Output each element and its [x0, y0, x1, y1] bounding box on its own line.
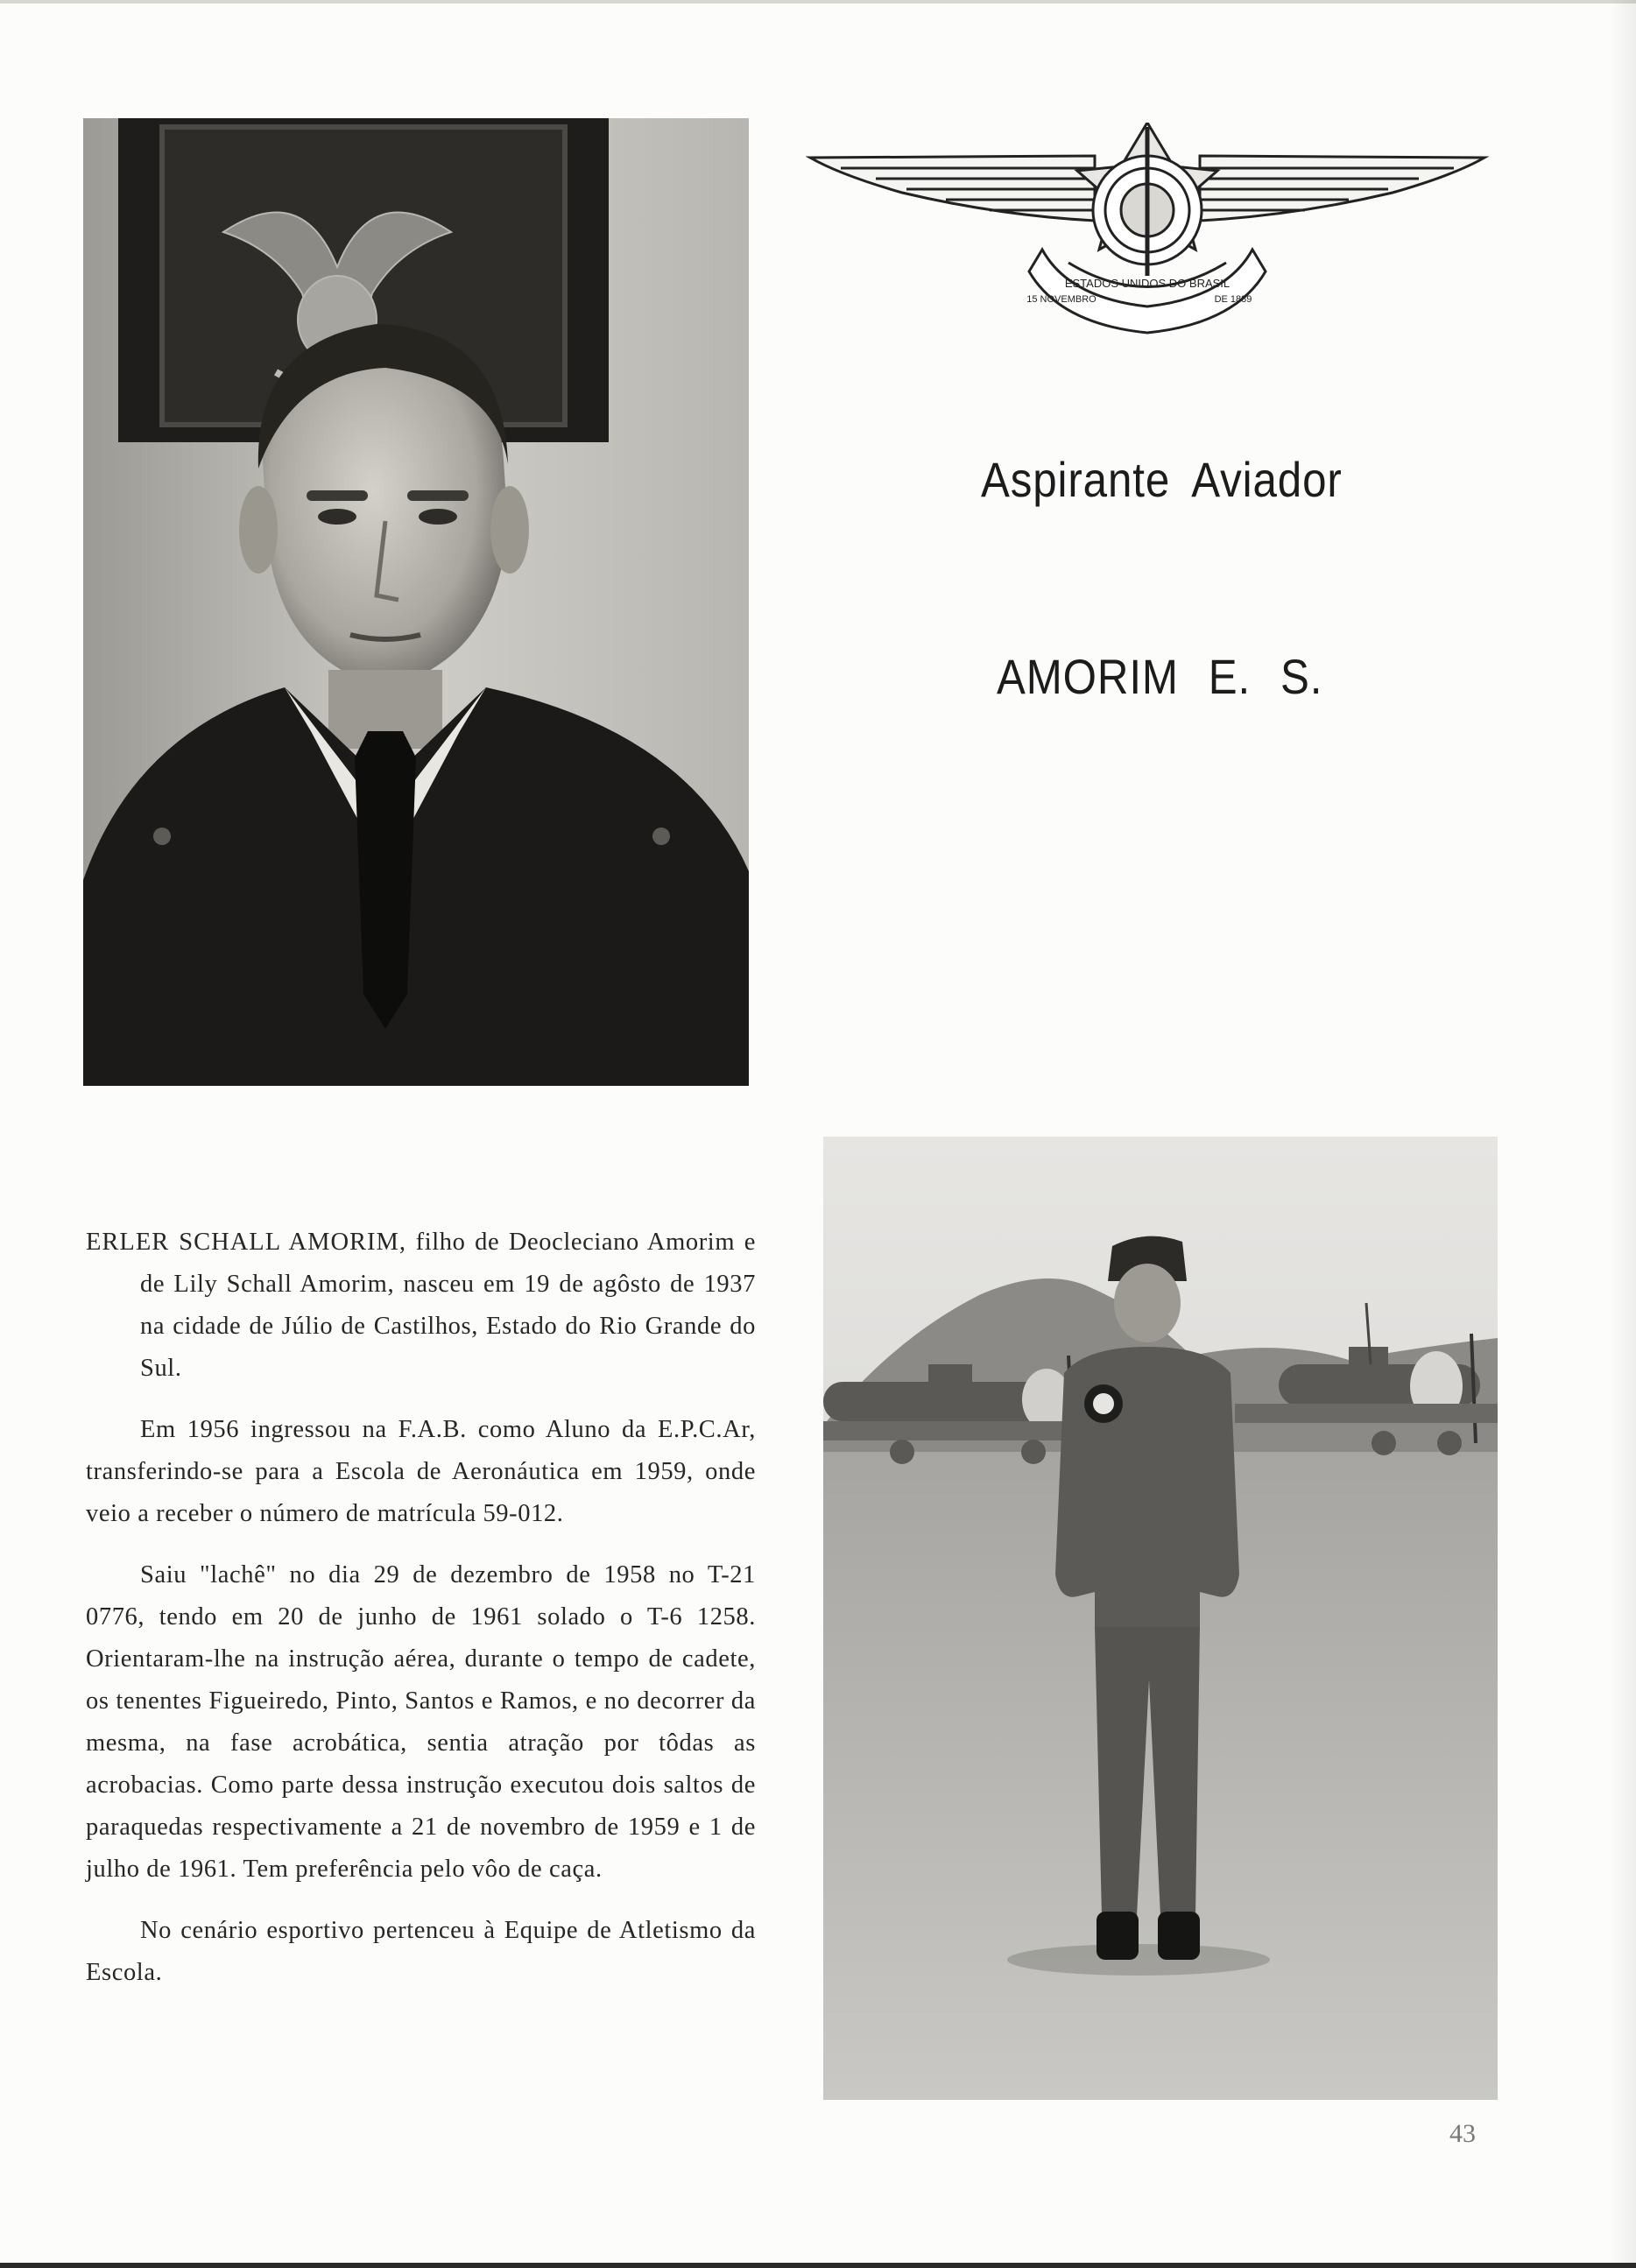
bio-paragraph-1-text: filho de Deocleciano Amorim e de Lily Schall Amorim, nasceu em 19 de agôsto de 1937 na cidade de Júlio de Castilhos, Estado do Rio Grande do Sul. [140, 1229, 756, 1382]
cadet-name: AMORIM E. S. [997, 649, 1323, 704]
emblem-top-text: ESTADOS UNIDOS DO BRASIL [1064, 277, 1231, 290]
bio-full-name: ERLER SCHALL AMORIM, [86, 1229, 406, 1256]
emblem-left-text: 15 NOVEMBRO [1026, 294, 1097, 305]
top-edge [0, 0, 1636, 4]
rank-title: Aspirante Aviador [981, 452, 1343, 507]
bio-paragraph-3: Saiu "lachê" no dia 29 de dezembro de 1958 no T-21 0776, tendo em 20 de junho de 1961 solado o T-6 1258. Orientaram-lhe na instrução aérea, durante o tempo de cadete, os tenentes Figueiredo, Pinto, Santos e Ramos, e no decorrer da mesma, na fase acrobática, sentia atração por tôdas as acrobacias. Como parte dessa instrução executou dois saltos de paraquedas respectivamente a 21 de novembro de 1959 e 1 de julho de 1961. Tem preferência pelo vôo de caça. [86, 1561, 756, 1883]
portrait-image [83, 118, 749, 1086]
cadet-portrait-photo [83, 118, 749, 1086]
air-force-wings-emblem [806, 123, 1489, 350]
bottom-edge [0, 2263, 1636, 2268]
bio-paragraph-2: Em 1956 ingressou na F.A.B. como Aluno da E.P.C.Ar, transferindo-se para a Escola de Aeronáutica em 1959, onde veio a receber o número de matrícula 59-012. [86, 1416, 756, 1527]
bio-paragraph-4: No cenário esportivo pertenceu à Equipe de Atletismo da Escola. [86, 1917, 756, 1986]
page-number: 43 [1449, 2119, 1476, 2148]
emblem-right-text: DE 1889 [1214, 294, 1252, 305]
cadet-at-airfield-photo [823, 1137, 1498, 2100]
airfield-image [823, 1137, 1498, 2100]
biography [86, 1222, 756, 2013]
bio-paragraph-1 [86, 1222, 756, 1390]
page-edge-shadow [1610, 0, 1636, 2268]
wings-icon [806, 123, 1489, 350]
